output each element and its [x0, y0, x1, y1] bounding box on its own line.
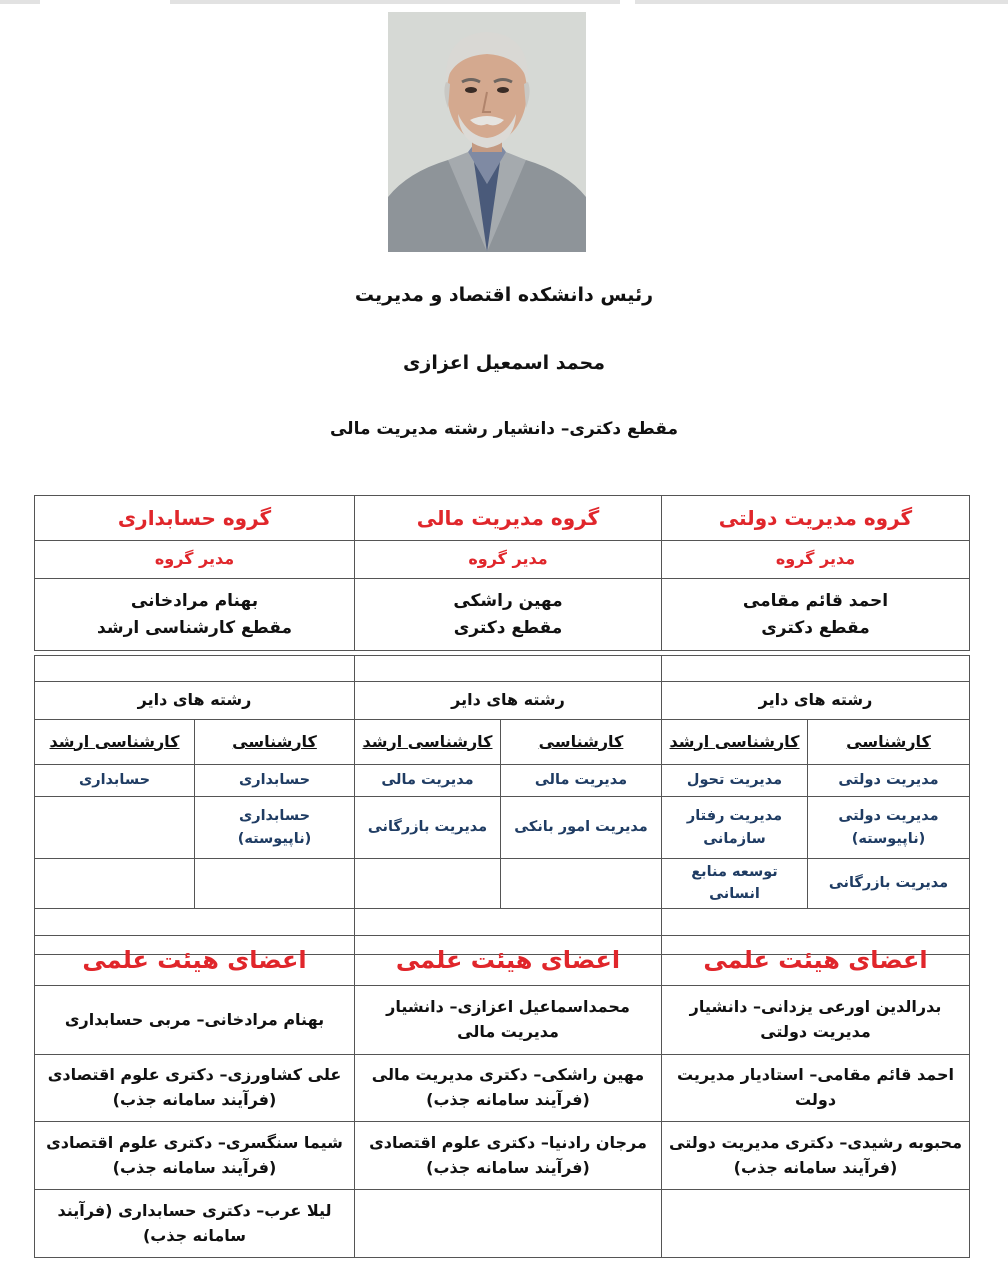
field-bachelor: حسابداری	[195, 765, 355, 797]
field-master: مدیریت بازرگانی	[355, 797, 501, 859]
faculty-title-public-admin: اعضای هیئت علمی	[662, 936, 970, 986]
spacer-cell	[662, 656, 970, 682]
bachelor-label: کارشناسی	[501, 720, 662, 765]
group-title-public-admin: گروه مدیریت دولتی	[662, 496, 970, 541]
manager-cell-financial-mgmt	[355, 579, 662, 651]
field-bachelor: مدیریت دولتی (ناپیوسته)	[808, 797, 970, 859]
dean-name: محمد اسمعیل اعزازی	[403, 352, 605, 374]
spacer-cell	[35, 656, 355, 682]
faculty-title-accounting: اعضای هیئت علمی	[35, 936, 355, 986]
groups-table	[34, 495, 970, 651]
field-master	[355, 859, 501, 909]
field-master: مدیریت مالی	[355, 765, 501, 797]
faculty-member: بدرالدین اورعی یزدانی– دانشیار مدیریت دولتی	[662, 986, 970, 1055]
faculty-member: بهنام مرادخانی– مربی حسابداری	[35, 986, 355, 1055]
field-master	[35, 859, 195, 909]
faculty-member: مرجان رادنیا– دکتری علوم اقتصادی (فرآیند سامانه جذب)	[355, 1122, 662, 1190]
top-border-middle	[170, 0, 620, 4]
faculty-member: علی کشاورزی– دکتری علوم اقتصادی (فرآیند سامانه جذب)	[35, 1055, 355, 1122]
field-bachelor: حسابداری (ناپیوسته)	[195, 797, 355, 859]
faculty-member	[662, 1190, 970, 1258]
faculty-member: محبوبه رشیدی– دکتری مدیریت دولتی (فرآیند سامانه جذب)	[662, 1122, 970, 1190]
faculty-member	[355, 1190, 662, 1258]
field-master: مدیریت تحول	[662, 765, 808, 797]
manager-label-financial-mgmt: مدیر گروه	[355, 541, 662, 579]
field-bachelor: مدیریت امور بانکی	[501, 797, 662, 859]
spacer-cell	[355, 656, 662, 682]
bachelor-label: کارشناسی	[808, 720, 970, 765]
faculty-title-financial-mgmt: اعضای هیئت علمی	[355, 936, 662, 986]
manager-degree: مقطع دکتری	[453, 617, 563, 638]
fields-title-financial-mgmt: رشته های دایر	[355, 682, 662, 720]
field-master: حسابداری	[35, 765, 195, 797]
dean-position: مقطع دکتری– دانشیار رشته مدیریت مالی	[329, 419, 678, 439]
portrait-illustration	[388, 12, 586, 252]
bachelor-label: کارشناسی	[195, 720, 355, 765]
manager-cell-accounting	[35, 579, 355, 651]
manager-name: احمد قائم مقامی	[742, 591, 889, 612]
top-border-right	[635, 0, 1008, 4]
dean-title: رئیس دانشکده اقتصاد و مدیریت	[354, 284, 654, 306]
master-label: کارشناسی ارشد	[662, 720, 808, 765]
field-master	[35, 797, 195, 859]
field-bachelor: مدیریت دولتی	[808, 765, 970, 797]
faculty-member: احمد قائم مقامی– استادیار مدیریت دولت	[662, 1055, 970, 1122]
faculty-member: لیلا عرب– دکتری حسابداری (فرآیند سامانه جذب)	[35, 1190, 355, 1258]
dean-portrait-photo	[388, 12, 586, 252]
fields-title-accounting: رشته های دایر	[35, 682, 355, 720]
field-bachelor	[195, 859, 355, 909]
master-label: کارشناسی ارشد	[35, 720, 195, 765]
manager-name: بهنام مرادخانی	[130, 591, 259, 612]
top-border-left	[0, 0, 40, 4]
manager-name: مهین راشکی	[453, 591, 563, 612]
master-label: کارشناسی ارشد	[355, 720, 501, 765]
group-title-financial-mgmt: گروه مدیریت مالی	[355, 496, 662, 541]
field-bachelor: مدیریت بازرگانی	[808, 859, 970, 909]
manager-cell-public-admin	[662, 579, 970, 651]
faculty-member: محمداسماعیل اعزازی– دانشیار مدیریت مالی	[355, 986, 662, 1055]
field-master: توسعه منابع انسانی	[662, 859, 808, 909]
faculty-member: شیما سنگسری– دکتری علوم اقتصادی (فرآیند سامانه جذب)	[35, 1122, 355, 1190]
field-master: مدیریت رفتار سازمانی	[662, 797, 808, 859]
fields-table	[34, 655, 970, 955]
field-bachelor: مدیریت مالی	[501, 765, 662, 797]
field-bachelor	[501, 859, 662, 909]
faculty-member: مهین راشکی– دکتری مدیریت مالی (فرآیند سامانه جذب)	[355, 1055, 662, 1122]
fields-title-public-admin: رشته های دایر	[662, 682, 970, 720]
manager-label-public-admin: مدیر گروه	[662, 541, 970, 579]
manager-label-accounting: مدیر گروه	[35, 541, 355, 579]
manager-degree: مقطع دکتری	[761, 617, 870, 638]
manager-degree: مقطع کارشناسی ارشد	[97, 617, 292, 638]
faculty-table	[34, 935, 970, 1258]
group-title-accounting: گروه حسابداری	[35, 496, 355, 541]
